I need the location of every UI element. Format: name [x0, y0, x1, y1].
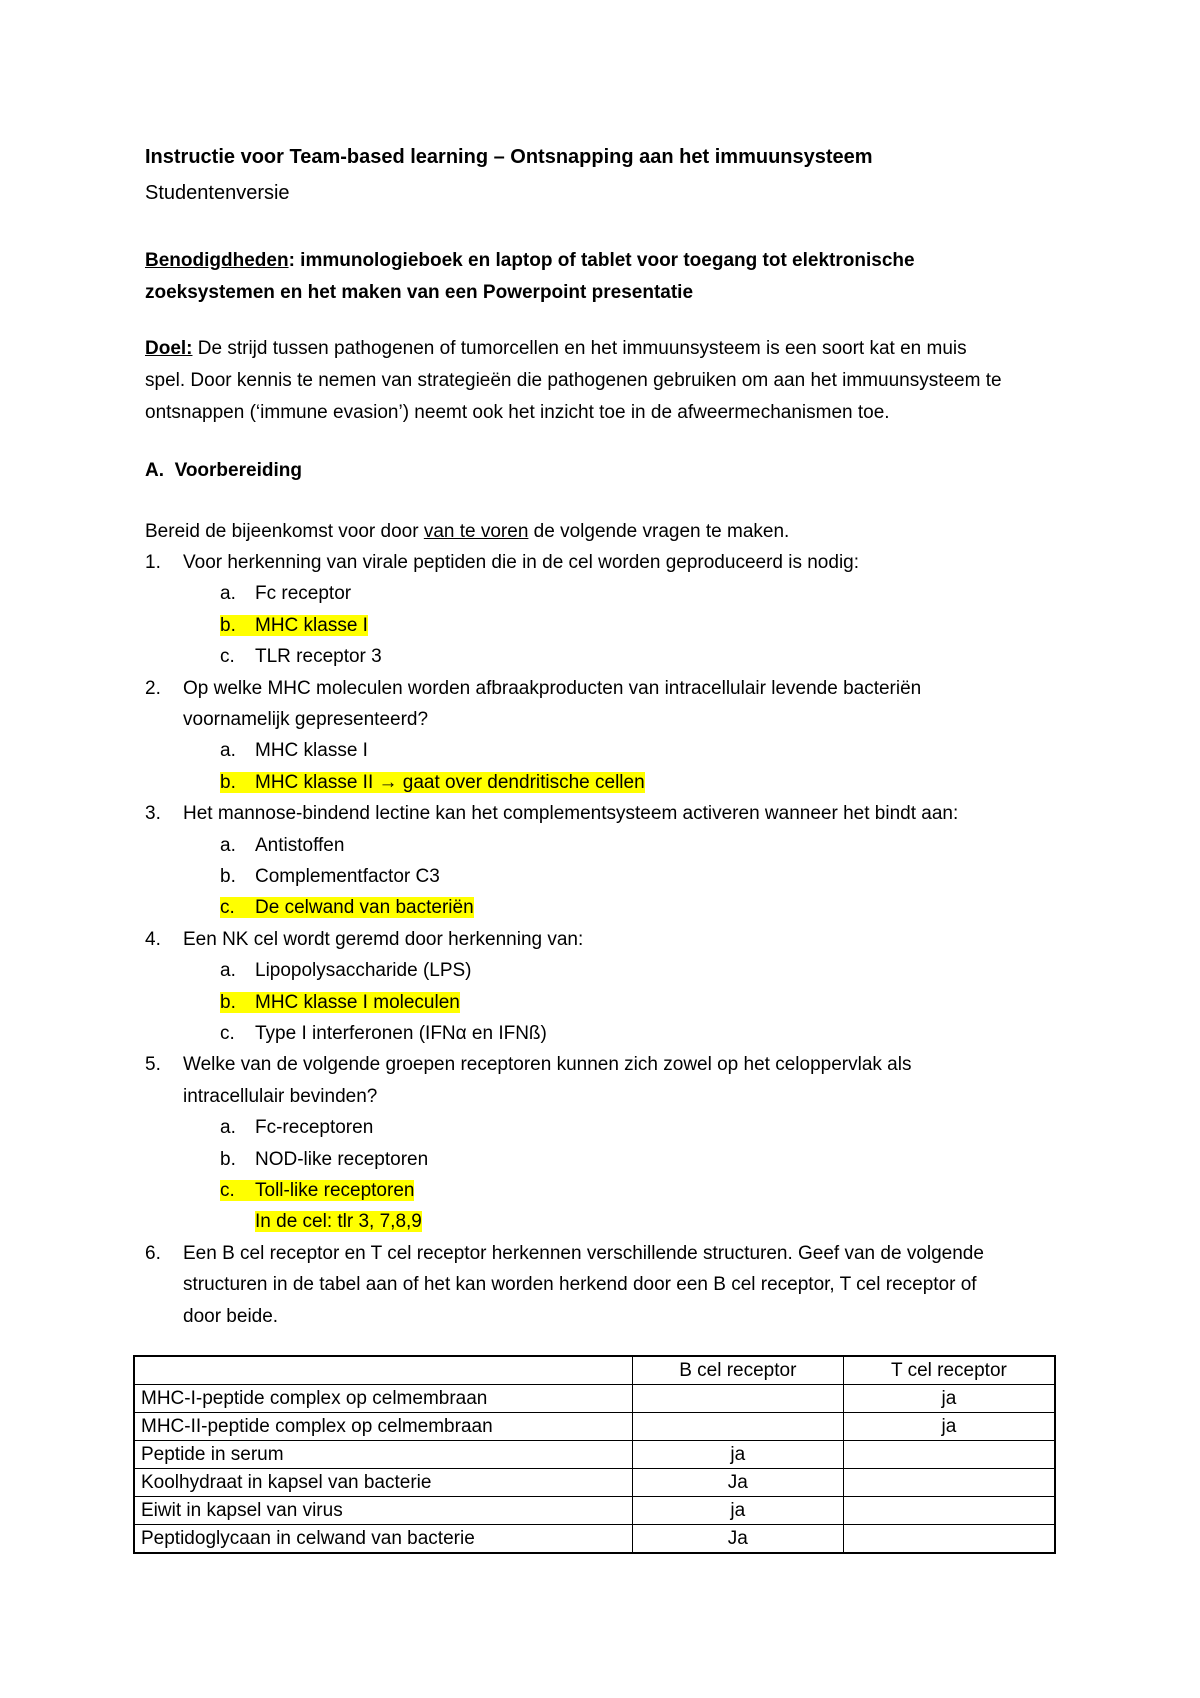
table-cell: ja — [632, 1441, 843, 1469]
table-cell — [843, 1525, 1055, 1554]
option-text: Lipopolysaccharide (LPS) — [255, 960, 472, 982]
table-header-cell — [134, 1356, 632, 1385]
question-text: intracellulair bevinden? — [183, 1085, 378, 1107]
benodigdheden-text-2: zoeksystemen en het maken van een Powerpoint presentatie — [145, 282, 694, 303]
answer-option — [220, 641, 382, 672]
table-cell: Koolhydraat in kapsel van bacterie — [134, 1469, 632, 1497]
option-letter: a. — [220, 740, 236, 762]
option-letter: a. — [220, 834, 236, 856]
option-letter: a. — [220, 1117, 236, 1139]
option-text: De celwand van bacteriën — [255, 897, 474, 919]
answer-option — [220, 987, 460, 1018]
answer-option — [220, 610, 368, 641]
option-text: Complementfactor C3 — [255, 866, 440, 887]
table-row — [134, 1497, 1055, 1525]
table-cell: MHC-I-peptide complex op celmembraan — [134, 1385, 632, 1413]
benodigdheden-text-1: immunologieboek en laptop of tablet voor toegang tot elektronische — [294, 250, 915, 271]
answer-option — [220, 767, 645, 798]
table-cell: Eiwit in kapsel van virus — [134, 1497, 632, 1525]
table-cell — [632, 1413, 843, 1441]
table-row — [134, 1441, 1055, 1469]
option-text: In de cel: tlr 3, 7,8,9 — [255, 1211, 422, 1233]
question-text: door beide. — [183, 1305, 279, 1327]
answer-option — [220, 578, 351, 609]
answer-option — [220, 955, 472, 986]
table-row — [134, 1469, 1055, 1497]
option-text: TLR receptor 3 — [255, 646, 382, 668]
question-text: Voor herkenning van virale peptiden die in de cel worden geproduceerd is nodig: — [183, 552, 860, 573]
table-cell — [843, 1469, 1055, 1497]
answer-option — [220, 1144, 428, 1175]
answer-option — [220, 861, 440, 892]
question-number: 5. — [145, 1054, 161, 1076]
answer-option — [220, 1018, 547, 1049]
question-text: Het mannose-bindend lectine kan het complementsysteem activeren wanneer het bindt aan: — [183, 803, 959, 825]
section-a-heading: A. Voorbereiding — [145, 460, 302, 481]
table-header-row — [134, 1356, 1055, 1385]
question-text: Welke van de volgende groepen receptoren kunnen zich zowel op het celoppervlak als — [183, 1054, 912, 1076]
table-row — [134, 1413, 1055, 1441]
answer-option — [255, 1206, 422, 1237]
answer-option — [220, 735, 368, 766]
question-text: structuren in de tabel aan of het kan worden herkend door een B cel receptor, T cel receptor of — [183, 1274, 977, 1296]
question-text: Op welke MHC moleculen worden afbraakproducten van intracellulair levende bacteriën — [183, 677, 922, 699]
table-cell: Ja — [632, 1525, 843, 1554]
option-letter: c. — [220, 1180, 235, 1201]
question-text: Een NK cel wordt geremd door herkenning van: — [183, 928, 584, 950]
option-text: MHC klasse I moleculen — [255, 991, 460, 1013]
table-cell — [632, 1385, 843, 1413]
option-text: Type I interferonen (IFNα en IFNß) — [255, 1023, 547, 1044]
option-text: Fc receptor — [255, 583, 352, 605]
option-text: MHC klasse II → gaat over dendritische cellen — [255, 771, 645, 793]
question-number: 4. — [145, 928, 161, 950]
table-header-cell: T cel receptor — [843, 1356, 1055, 1385]
question-text: Een B cel receptor en T cel receptor herkennen verschillende structuren. Geef van de volgende — [183, 1242, 984, 1264]
table-cell: ja — [843, 1413, 1055, 1441]
option-letter: c. — [220, 646, 235, 668]
option-text: MHC klasse I — [255, 740, 368, 762]
table-cell: Peptidoglycaan in celwand van bacterie — [134, 1525, 632, 1554]
answer-option — [220, 1112, 373, 1143]
answer-option — [220, 892, 474, 923]
document-title: Instructie voor Team-based learning – Ontsnapping aan het immuunsysteem — [145, 146, 873, 168]
option-letter: a. — [220, 960, 236, 982]
doel-text-1: De strijd tussen pathogenen of tumorcellen en het immuunsysteem is een soort kat en muis — [192, 338, 967, 359]
doel-text-2: spel. Door kennis te nemen van strategieën die pathogenen gebruiken om aan het immuunsysteem te — [145, 370, 1002, 391]
table-row — [134, 1525, 1055, 1554]
table-header-cell: B cel receptor — [632, 1356, 843, 1385]
option-letter: a. — [220, 583, 236, 605]
document-subtitle: Studentenversie — [145, 182, 290, 204]
question-number: 6. — [145, 1242, 161, 1264]
option-letter: c. — [220, 897, 235, 919]
option-letter: b. — [220, 991, 236, 1013]
option-text: Antistoffen — [255, 834, 345, 856]
table-cell — [843, 1497, 1055, 1525]
question-number: 3. — [145, 803, 161, 825]
table-cell: Ja — [632, 1469, 843, 1497]
table-cell: Peptide in serum — [134, 1441, 632, 1469]
table-row — [134, 1385, 1055, 1413]
answer-option — [220, 1175, 414, 1206]
question-text: voornamelijk gepresenteerd? — [183, 708, 429, 730]
option-letter: c. — [220, 1023, 235, 1044]
table-cell: ja — [843, 1385, 1055, 1413]
option-letter: b. — [220, 866, 236, 887]
table-cell: MHC-II-peptide complex op celmembraan — [134, 1413, 632, 1441]
intro-paragraph: Bereid de bijeenkomst voor door van te voren de volgende vragen te maken. — [145, 521, 790, 542]
table-cell — [843, 1441, 1055, 1469]
option-text: NOD-like receptoren — [255, 1148, 429, 1170]
answer-option — [220, 830, 344, 861]
table-cell: ja — [632, 1497, 843, 1525]
question-number: 2. — [145, 677, 161, 699]
doel-text-3: ontsnappen (‘immune evasion’) neemt ook het inzicht toe in de afweermechanismen toe. — [145, 402, 890, 423]
receptor-table — [133, 1355, 1056, 1554]
option-letter: b. — [220, 614, 236, 636]
doel-paragraph — [145, 333, 1075, 429]
benodigdheden-paragraph: Benodigdheden: immunologieboek en laptop of tablet voor toegang tot elektronische zoeksystemen en het maken van een Powerpoint presentatie — [145, 250, 915, 303]
option-text: Fc-receptoren — [255, 1117, 374, 1139]
option-text: MHC klasse I — [255, 614, 368, 636]
question-number: 1. — [145, 552, 161, 573]
doel-label: Doel: — [145, 338, 193, 359]
option-text: Toll-like receptoren — [255, 1180, 415, 1201]
benodigdheden-label: Benodigdheden — [145, 250, 289, 271]
option-letter: b. — [220, 771, 236, 793]
option-letter: b. — [220, 1148, 236, 1170]
